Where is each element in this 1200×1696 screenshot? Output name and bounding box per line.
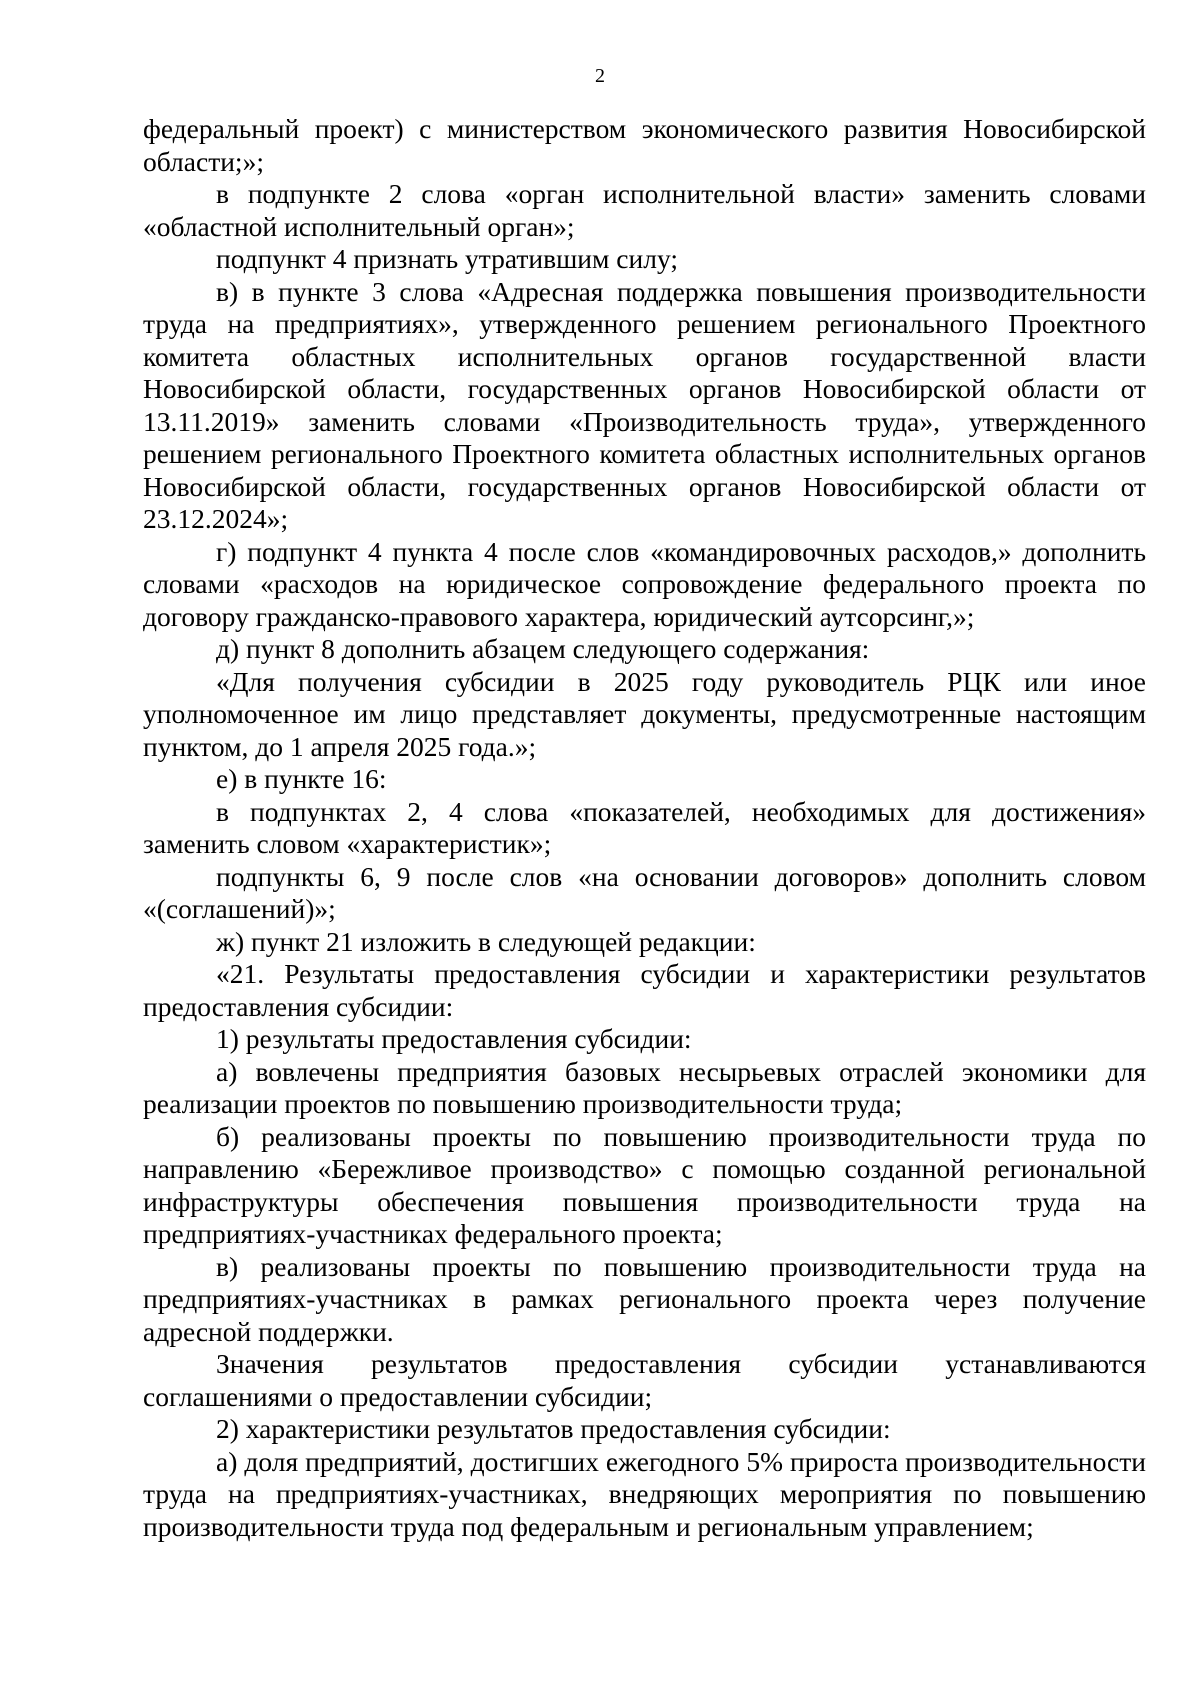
paragraph: в) в пункте 3 слова «Адресная поддержка повышения производительности труда на предприятиях», утвержденного решением регионального Проектного комитета областных исполнительных органов государственной власти Новосибирской области, государственных органов Новосибирской области от 13.11.2019» заменить словами «Производительность труда», утвержденного решением регионального Проектного комитета областных исполнительных органов Новосибирской области, государственных органов Новосибирской области от 23.12.2024»;	[143, 275, 1146, 534]
paragraph: «Для получения субсидии в 2025 году руководитель РЦК или иное уполномоченное им лицо представляет документы, предусмотренные настоящим пунктом, до 1 апреля 2025 года.»;	[143, 665, 1146, 762]
paragraph: в подпункте 2 слова «орган исполнительной власти» заменить словами «областной исполнительный орган»;	[143, 178, 1146, 242]
paragraph: д) пункт 8 дополнить абзацем следующего содержания:	[216, 633, 870, 664]
paragraph: 2) характеристики результатов предоставления субсидии:	[216, 1413, 891, 1444]
document-body	[143, 113, 1146, 1543]
paragraph: б) реализованы проекты по повышению производительности труда по направлению «Бережливое производство» с помощью созданной региональной инфраструктуры обеспечения повышения производительности труда на предприятиях-участниках федерального проекта;	[143, 1120, 1146, 1249]
paragraph: 1) результаты предоставления субсидии:	[216, 1023, 692, 1054]
paragraph: а) вовлечены предприятия базовых несырьевых отраслей экономики для реализации проектов по повышению производительности труда;	[143, 1055, 1146, 1119]
paragraph: ж) пункт 21 изложить в следующей редакции:	[216, 925, 756, 957]
page-number: 2	[595, 65, 605, 87]
paragraph: федеральный проект) с министерством экономического развития Новосибирской области;»;	[143, 113, 1146, 177]
paragraph: г) подпункт 4 пункта 4 после слов «командировочных расходов,» дополнить словами «расходов на юридическое сопровождение федерального проекта по договору гражданско-правового характера, юридический аутсорсинг,»;	[143, 535, 1146, 632]
paragraph: в) реализованы проекты по повышению производительности труда на предприятиях-участниках в рамках регионального проекта через получение адресной поддержки.	[143, 1250, 1146, 1347]
paragraph: а) доля предприятий, достигших ежегодного 5% прироста производительности труда на предприятиях-участниках, внедряющих мероприятия по повышению производительности труда под федеральным и региональным управлением;	[143, 1445, 1146, 1542]
paragraph: подпункты 6, 9 после слов «на основании договоров» дополнить словом «(соглашений)»;	[143, 860, 1146, 924]
paragraph: в подпунктах 2, 4 слова «показателей, необходимых для достижения» заменить словом «характеристик»;	[143, 795, 1146, 859]
paragraph: «21. Результаты предоставления субсидии и характеристики результатов предоставления субсидии:	[143, 958, 1146, 1022]
paragraph: подпункт 4 признать утратившим силу;	[216, 243, 678, 274]
paragraph: Значения результатов предоставления субсидии устанавливаются соглашениями о предоставлении субсидии;	[143, 1348, 1146, 1412]
paragraph: е) в пункте 16:	[216, 763, 387, 794]
